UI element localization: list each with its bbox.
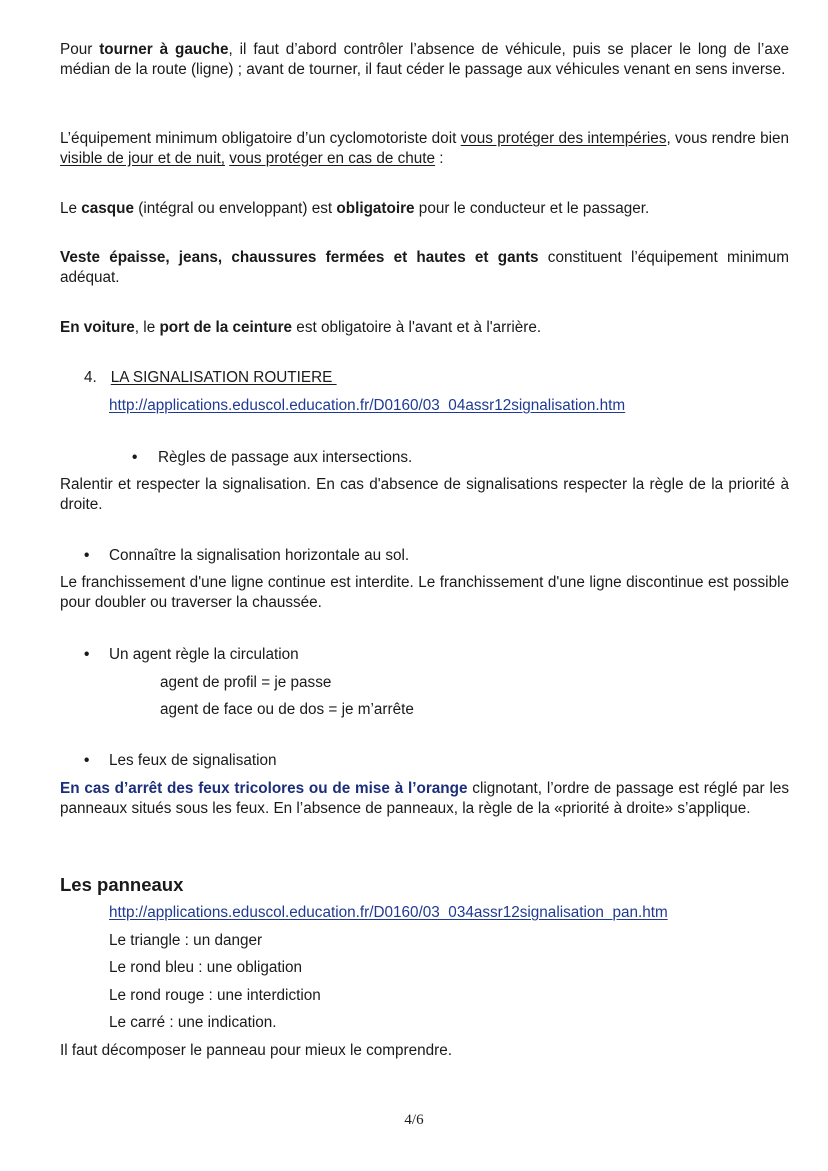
bold-text: tourner à gauche <box>99 41 229 58</box>
sign-item <box>109 1013 277 1033</box>
bullet-icon: • <box>84 752 90 769</box>
bullet-item <box>84 546 410 566</box>
text: agent de profil = je passe <box>160 674 332 691</box>
underlined-text: visible de jour et de nuit, <box>60 149 225 167</box>
text: est obligatoire à l'avant et à l'arrière. <box>292 319 542 336</box>
bullet-item <box>84 645 299 665</box>
text: Le triangle : un danger <box>109 932 263 949</box>
heading-text: Les panneaux <box>60 874 184 895</box>
section-title: LA SIGNALISATION ROUTIERE <box>110 369 337 386</box>
text: Le rond rouge : une interdiction <box>109 987 321 1004</box>
bullet-icon: • <box>132 449 138 466</box>
link-row <box>109 396 625 416</box>
bold-text: Veste épaisse, jeans, chaussures fermées et hautes et gants <box>60 249 539 266</box>
text: , le <box>134 319 160 336</box>
bold-text: En voiture <box>60 319 135 336</box>
panneaux-heading <box>60 874 183 896</box>
agent-line <box>160 700 414 720</box>
paragraph-helmet <box>60 199 789 219</box>
text: agent de face ou de dos = je m’arrête <box>160 701 414 718</box>
panneaux-link[interactable]: http://applications.eduscol.education.fr/D0160/03_034assr12signalisation_pan.htm <box>109 904 668 921</box>
bullet-icon: • <box>84 646 90 663</box>
text: Il faut décomposer le panneau pour mieux le comprendre. <box>60 1042 452 1059</box>
text: Ralentir et respecter la signalisation. En cas d'absence de signalisations respecter la règle de la priorité à droite. <box>60 476 789 513</box>
bullet-icon: • <box>84 547 90 564</box>
page-number-text: 4/6 <box>404 1112 424 1128</box>
text: pour le conducteur et le passager. <box>414 200 650 217</box>
text: , il faut d’abord contrôler l’absence de véhicule, puis se placer le long de l’axe médian de la route (ligne) ; avant de tourner, il faut céder le passage aux véhicules venant en sens inverse. <box>60 41 789 78</box>
paragraph-seatbelt <box>60 318 789 338</box>
paragraph-equipment <box>60 129 789 168</box>
text: : <box>435 149 444 167</box>
sign-item <box>109 931 262 951</box>
sign-item <box>109 958 302 978</box>
text: clignotant, l’ordre de passage est réglé par les panneaux situés sous les feux. En l’absence de panneaux, la règle de la «priorité à droite» s’applique. <box>60 780 789 817</box>
paragraph-clothing <box>60 248 789 287</box>
page-number <box>0 1112 828 1129</box>
signalisation-link[interactable]: http://applications.eduscol.education.fr/D0160/03_04assr12signalisation.htm <box>109 397 626 414</box>
bullet-label: Les feux de signalisation <box>109 752 277 769</box>
text: , vous rendre bien <box>666 130 789 147</box>
link-row <box>109 903 668 923</box>
highlighted-text: En cas d’arrêt des feux tricolores ou de mise à l’orange <box>60 780 468 797</box>
bullet-label: Règles de passage aux intersections. <box>158 449 413 466</box>
sign-item <box>109 986 321 1006</box>
bold-text: obligatoire <box>336 200 415 217</box>
section-number: 4. <box>84 369 97 386</box>
text: Le rond bleu : une obligation <box>109 959 303 976</box>
bold-text: port de la ceinture <box>159 319 293 336</box>
bullet-label: Connaître la signalisation horizontale au sol. <box>109 547 410 564</box>
text: constituent l’équipement minimum adéquat. <box>60 249 790 286</box>
text: L’équipement minimum obligatoire d’un cyclomotoriste doit <box>60 130 461 147</box>
bullet-item <box>84 751 277 771</box>
bullet-item <box>132 448 413 468</box>
bullet-label: Un agent règle la circulation <box>109 646 299 663</box>
text: (intégral ou enveloppant) est <box>133 200 337 217</box>
paragraph-road-markings <box>60 573 789 612</box>
bold-text: casque <box>81 200 134 217</box>
underlined-text: vous protéger des intempéries <box>460 130 667 147</box>
text: Pour <box>60 41 100 58</box>
underlined-text: vous protéger en cas de chute <box>229 149 436 167</box>
paragraph-intersections <box>60 475 789 514</box>
text: Le carré : une indication. <box>109 1014 277 1031</box>
paragraph-turn-left <box>60 40 789 79</box>
agent-line <box>160 673 331 693</box>
text: Le <box>60 200 82 217</box>
paragraph-traffic-lights <box>60 779 789 818</box>
paragraph-closing <box>60 1041 452 1061</box>
text: Le franchissement d'une ligne continue est interdite. Le franchissement d'une ligne discontinue est possible pour doubler ou traverser la chaussée. <box>60 574 789 611</box>
section-heading <box>84 368 337 388</box>
